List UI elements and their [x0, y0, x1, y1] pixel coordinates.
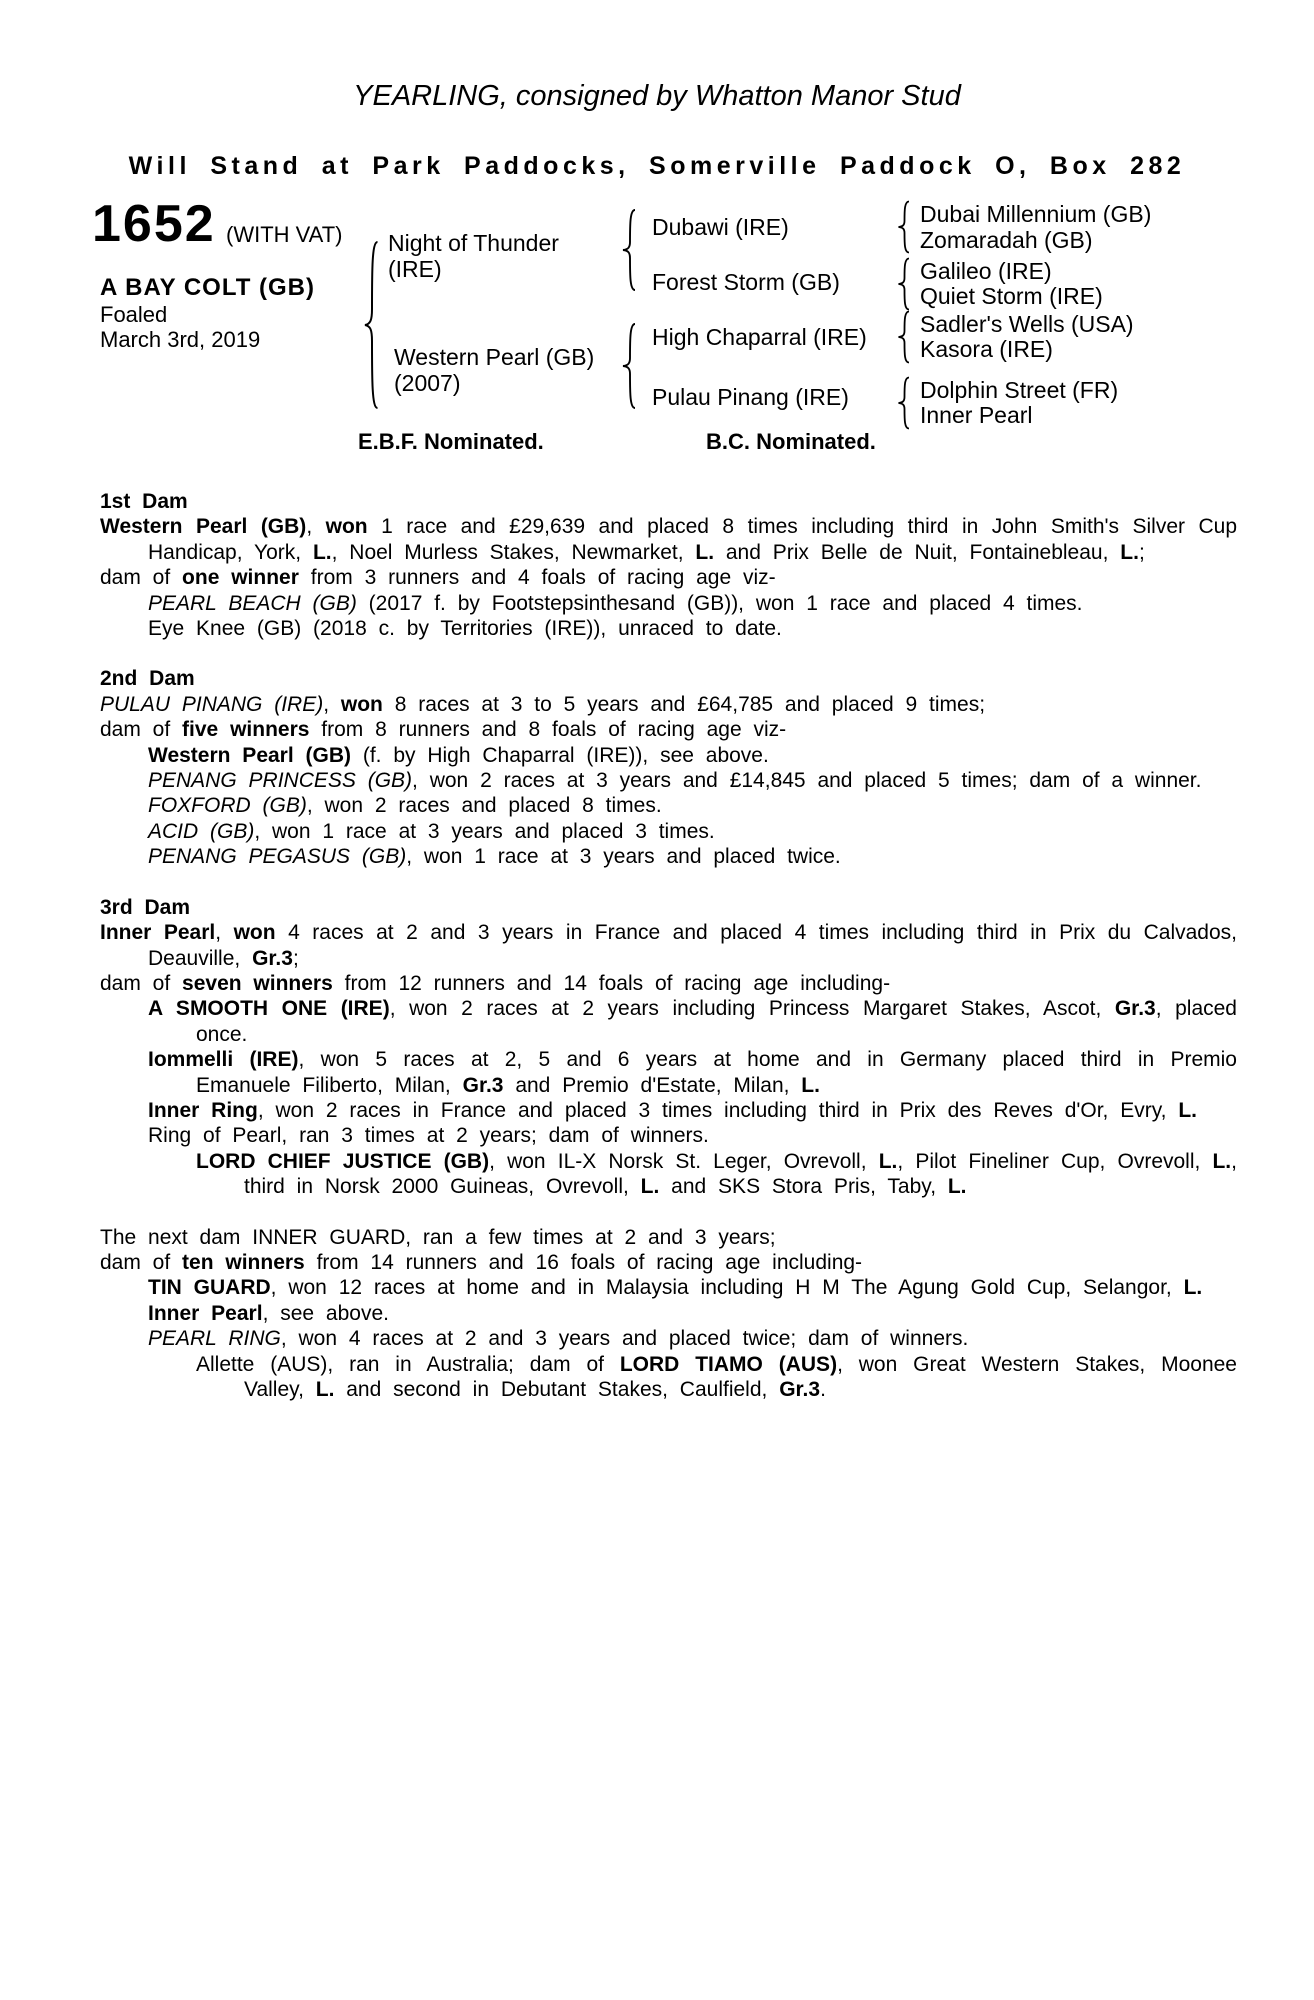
catalogue-paragraph [100, 1149, 1237, 1200]
brace-grandsire2-icon [896, 310, 911, 364]
brace-gen1-icon [362, 240, 380, 410]
dams-sire: High Chaparral (IRE) [652, 324, 867, 350]
text-segment: Ring of Pearl, ran 3 times at 2 years; dam of winners. [148, 1124, 709, 1148]
catalogue-paragraph [100, 1301, 1237, 1326]
foaled-label: Foaled [100, 302, 168, 327]
text-segment: Western Pearl (GB) [148, 743, 351, 767]
ggp-1: Dubai Millennium (GB) [920, 201, 1152, 227]
text-segment: dam of [100, 718, 183, 742]
text-segment: . [820, 1378, 826, 1401]
catalogue-paragraph [100, 692, 1237, 717]
text-segment: TIN GUARD [148, 1276, 271, 1300]
text-segment: five winners [182, 718, 310, 742]
brace-granddam2-icon [896, 376, 911, 430]
brace-sire-parents-icon [620, 208, 638, 292]
text-segment: , Pilot Fineliner Cup, Ovrevoll, [897, 1149, 1213, 1173]
text-segment: and SKS Stora Pris, Taby, [659, 1175, 948, 1199]
ggp-5: Sadler's Wells (USA) [920, 311, 1134, 337]
text-segment: L. [878, 1149, 898, 1173]
text-segment: Gr.3 [779, 1378, 821, 1401]
text-segment: ; [1138, 540, 1145, 564]
catalogue-paragraph [100, 616, 1237, 641]
text-segment: , won 2 races at 2 years including Princess Margaret Stakes, Ascot, [389, 997, 1115, 1021]
catalogue-paragraph [100, 768, 1237, 793]
text-segment: , [215, 921, 234, 945]
catalogue-paragraph [100, 514, 1237, 565]
text-segment: 4 races at 2 and 3 years in France and placed 4 times including third in Prix du Calvados, Deauville, [148, 921, 1237, 970]
text-segment: The next dam INNER GUARD, ran a few times at 2 and 3 years; [100, 1225, 776, 1249]
text-segment: Inner Pearl [100, 921, 216, 945]
catalogue-paragraph [100, 1047, 1237, 1098]
text-segment: , placed once. [196, 997, 1237, 1046]
text-segment: from 3 runners and 4 foals of racing age viz- [298, 566, 776, 590]
ggp-3: Galileo (IRE) [920, 258, 1052, 284]
text-segment: seven winners [182, 971, 333, 995]
catalogue-paragraph [100, 996, 1237, 1047]
text-segment: ten winners [182, 1250, 305, 1274]
text-segment: won [325, 515, 368, 539]
dam-cell [394, 344, 594, 396]
dam-section [100, 1225, 1237, 1403]
text-segment: L. [1178, 1098, 1198, 1122]
text-segment: (2017 f. by Footstepsinthesand (GB)), won 1 race and placed 4 times. [356, 591, 1083, 615]
text-segment: PEARL BEACH (GB) [148, 591, 357, 615]
text-segment: , won 2 races and placed 8 times. [306, 794, 662, 818]
text-segment: L. [640, 1175, 660, 1199]
foaled-date: March 3rd, 2019 [100, 327, 261, 352]
text-segment: , [323, 692, 341, 716]
text-segment: PENANG PRINCESS (GB) [148, 769, 413, 793]
text-segment: Allette (AUS), ran in Australia; dam of [196, 1352, 620, 1376]
section-heading: 3rd Dam [100, 895, 191, 919]
text-segment: Gr.3 [252, 946, 293, 970]
text-segment: Inner Ring [148, 1098, 258, 1122]
catalogue-paragraph [100, 971, 1237, 996]
text-segment: Gr.3 [462, 1073, 504, 1097]
catalogue-paragraph [100, 819, 1237, 844]
text-segment: Inner Pearl [148, 1301, 263, 1325]
ggp-6: Kasora (IRE) [920, 336, 1053, 362]
catalogue-paragraph [100, 920, 1237, 971]
dam-name: Western Pearl (GB) [394, 344, 595, 370]
text-segment: , won 2 races at 3 years and £14,845 and placed 5 times; dam of a winner. [412, 769, 1202, 793]
text-segment: ; [292, 946, 299, 970]
text-segment: 1 race and £29,639 and placed 8 times including third in John Smith's Silver Cup Handicap, York, [148, 515, 1238, 564]
catalogue-paragraph [100, 591, 1237, 616]
brace-granddam1-icon [896, 257, 911, 311]
dam-section [100, 489, 1237, 641]
text-segment: , won 1 race at 3 years and placed twice. [406, 845, 841, 869]
ggp-2: Zomaradah (GB) [920, 227, 1093, 253]
text-segment: Gr.3 [1114, 997, 1156, 1021]
text-segment: and second in Debutant Stakes, Caulfield, [334, 1378, 780, 1401]
text-segment: L. [1212, 1149, 1232, 1173]
sire-cell [388, 230, 559, 282]
text-segment: , won 1 race at 3 years and placed 3 times. [254, 819, 715, 843]
text-segment: , won 4 races at 2 and 3 years and placed twice; dam of winners. [280, 1327, 969, 1351]
catalogue-paragraph [100, 793, 1237, 818]
catalogue-paragraph [100, 1275, 1237, 1300]
text-segment: , won IL-X Norsk St. Leger, Ovrevoll, [489, 1149, 879, 1173]
text-segment: ACID (GB) [148, 819, 255, 843]
text-segment: , [306, 515, 326, 539]
lot-description: A BAY COLT (GB) [100, 274, 316, 301]
text-segment: dam of [100, 1250, 183, 1274]
catalogue-paragraph [100, 1098, 1237, 1123]
section-heading: 1st Dam [100, 490, 188, 513]
text-segment: A SMOOTH ONE (IRE) [148, 997, 390, 1021]
text-segment: PENANG PEGASUS (GB) [148, 845, 407, 869]
dam-section [100, 666, 1237, 869]
catalogue-paragraph [100, 717, 1237, 742]
text-segment: from 8 runners and 8 foals of racing age viz- [309, 718, 787, 742]
catalogue-paragraph [100, 743, 1237, 768]
text-segment: Western Pearl (GB) [100, 515, 307, 539]
text-segment: one winner [182, 566, 299, 590]
text-segment: , won Great Western Stakes, Moonee Valley, [244, 1352, 1237, 1401]
ggp-7: Dolphin Street (FR) [920, 377, 1119, 403]
text-segment: from 14 runners and 16 foals of racing age including- [304, 1250, 863, 1274]
text-segment: L. [801, 1073, 820, 1097]
text-segment: LORD CHIEF JUSTICE (GB) [196, 1149, 490, 1173]
text-segment: L. [315, 1378, 335, 1401]
text-segment: and Premio d'Estate, Milan, [503, 1073, 802, 1097]
text-segment: won [233, 921, 276, 945]
sire-suffix: (IRE) [388, 256, 442, 282]
catalogue-paragraph [100, 1123, 1237, 1148]
brace-dam-parents-icon [620, 322, 638, 410]
text-segment: from 12 runners and 14 foals of racing age including- [332, 971, 891, 995]
text-segment: PULAU PINANG (IRE) [100, 692, 324, 716]
text-segment: (f. by High Chaparral (IRE)), see above. [351, 743, 769, 767]
catalogue-text [100, 489, 1237, 1402]
bc-nominated: B.C. Nominated. [706, 429, 876, 454]
text-segment: L. [1183, 1276, 1203, 1300]
catalogue-paragraph [100, 1250, 1237, 1275]
text-segment: , see above. [262, 1301, 389, 1325]
text-segment: and Prix Belle de Nuit, Fontainebleau, [714, 540, 1121, 564]
catalogue-paragraph [100, 1225, 1237, 1250]
stand-location-line: Will Stand at Park Paddocks, Somerville Paddock O, Box 282 [128, 152, 1186, 180]
text-segment: L. [1120, 540, 1139, 564]
sires-sire: Dubawi (IRE) [652, 214, 789, 240]
lot-number: 1652 [92, 195, 216, 253]
text-segment: dam of [100, 971, 183, 995]
ggp-4: Quiet Storm (IRE) [920, 283, 1103, 309]
sire-name: Night of Thunder [388, 230, 559, 256]
ebf-nominated: E.B.F. Nominated. [358, 429, 544, 454]
catalogue-paragraph [100, 844, 1237, 869]
text-segment: L. [312, 540, 332, 564]
text-segment: L. [947, 1175, 967, 1199]
text-segment: , won 12 races at home and in Malaysia including H M The Agung Gold Cup, Selangor, [270, 1276, 1184, 1300]
text-segment: Eye Knee (GB) (2018 c. by Territories (IRE)), unraced to date. [148, 617, 782, 641]
catalogue-paragraph [100, 1352, 1237, 1403]
text-segment: Iommelli (IRE) [148, 1048, 299, 1072]
text-segment: LORD TIAMO (AUS) [619, 1352, 838, 1376]
catalogue-paragraph [100, 1326, 1237, 1351]
text-segment: , won 5 races at 2, 5 and 6 years at home and in Germany placed third in Premio Emanuele Filiberto, Milan, [196, 1048, 1237, 1097]
text-segment: , Noel Murless Stakes, Newmarket, [331, 540, 696, 564]
catalogue-paragraph [100, 565, 1237, 590]
text-segment: L. [695, 540, 715, 564]
text-segment: , won 2 races in France and placed 3 times including third in Prix des Reves d'Or, Evry, [257, 1098, 1179, 1122]
dams-dam: Pulau Pinang (IRE) [652, 384, 849, 410]
brace-grandsire1-icon [896, 200, 911, 254]
text-segment: PEARL RING [148, 1327, 281, 1351]
vat-note: (WITH VAT) [226, 222, 343, 247]
sires-dam: Forest Storm (GB) [652, 269, 840, 295]
text-segment: won [340, 692, 383, 716]
dam-section [100, 895, 1237, 1200]
text-segment: 8 races at 3 to 5 years and £64,785 and placed 9 times; [382, 692, 986, 716]
ggp-8: Inner Pearl [920, 402, 1033, 428]
dam-year: (2007) [394, 370, 461, 396]
text-segment: , third in Norsk 2000 Guineas, Ovrevoll, [244, 1149, 1237, 1199]
text-segment: FOXFORD (GB) [148, 794, 307, 818]
section-heading: 2nd Dam [100, 667, 195, 691]
text-segment: dam of [100, 566, 183, 590]
consignor-line: YEARLING, consigned by Whatton Manor Stud [353, 80, 961, 112]
